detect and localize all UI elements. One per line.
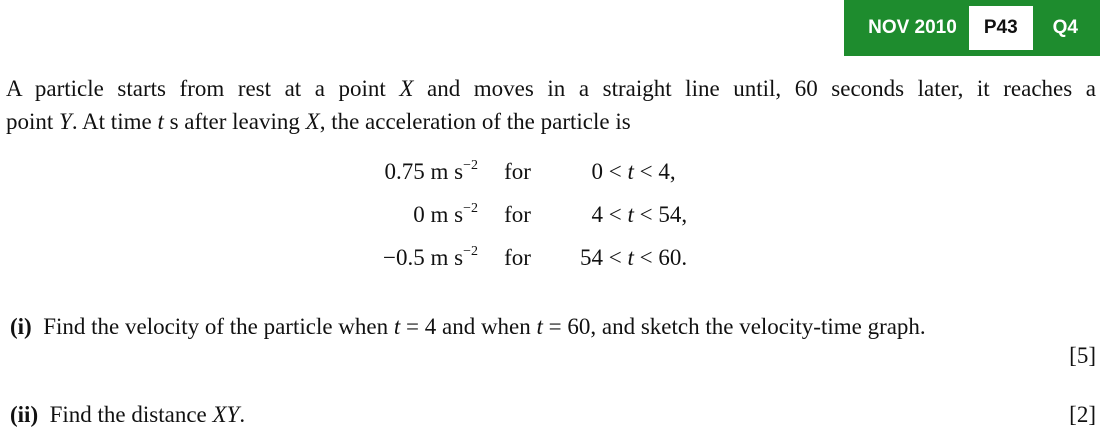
intro-line-1: A particle starts from rest at a point X and moves in a straight line until, 60 seconds later, it reaches a: [6, 76, 1096, 101]
condition-word: for: [504, 244, 531, 270]
condition-word: for: [504, 158, 531, 184]
acceleration-value: 0 m $s^{-2}$: [413, 200, 478, 227]
time-interval: 4 < t < 54,: [591, 201, 688, 227]
acceleration-row: [358, 236, 687, 279]
distance-var: XY: [212, 402, 240, 427]
part-ii-question: (ii) Find the distance XY. [2]: [10, 399, 1096, 431]
part-i-marks: [5]: [1069, 343, 1096, 368]
part-i-label: (i): [10, 314, 32, 339]
time-var: t: [157, 109, 164, 134]
acceleration-row: [358, 150, 687, 193]
acceleration-row: [358, 193, 687, 236]
point-y-var: Y: [59, 109, 72, 134]
time-interval: 54 < t < 60.: [580, 244, 688, 270]
part-ii-marks: [2]: [1069, 402, 1096, 427]
point-x-var: X: [305, 109, 320, 134]
time-interval: 0 < t < 4,: [591, 158, 676, 184]
acceleration-table: [358, 150, 687, 279]
question-reference-badge: [844, 0, 1100, 56]
point-x-var: X: [399, 76, 414, 101]
part-i-question: (i) Find the velocity of the particle when t = 4 and when t = 60, and sketch the velocity-time graph.: [10, 314, 926, 339]
condition-word: for: [504, 201, 531, 227]
intro-line-2: point Y. At time t s after leaving X, the acceleration of the particle is: [6, 109, 631, 134]
question-number-label: Q4: [1052, 17, 1078, 38]
acceleration-value: 0.75 m $s^{-2}$: [384, 157, 478, 184]
question-intro: [6, 72, 1096, 138]
part-ii-label: (ii): [10, 402, 39, 427]
session-label: NOV 2010: [868, 17, 957, 38]
paper-label: P43: [969, 6, 1033, 50]
acceleration-value: −0.5 m $s^{-2}$: [383, 243, 478, 270]
